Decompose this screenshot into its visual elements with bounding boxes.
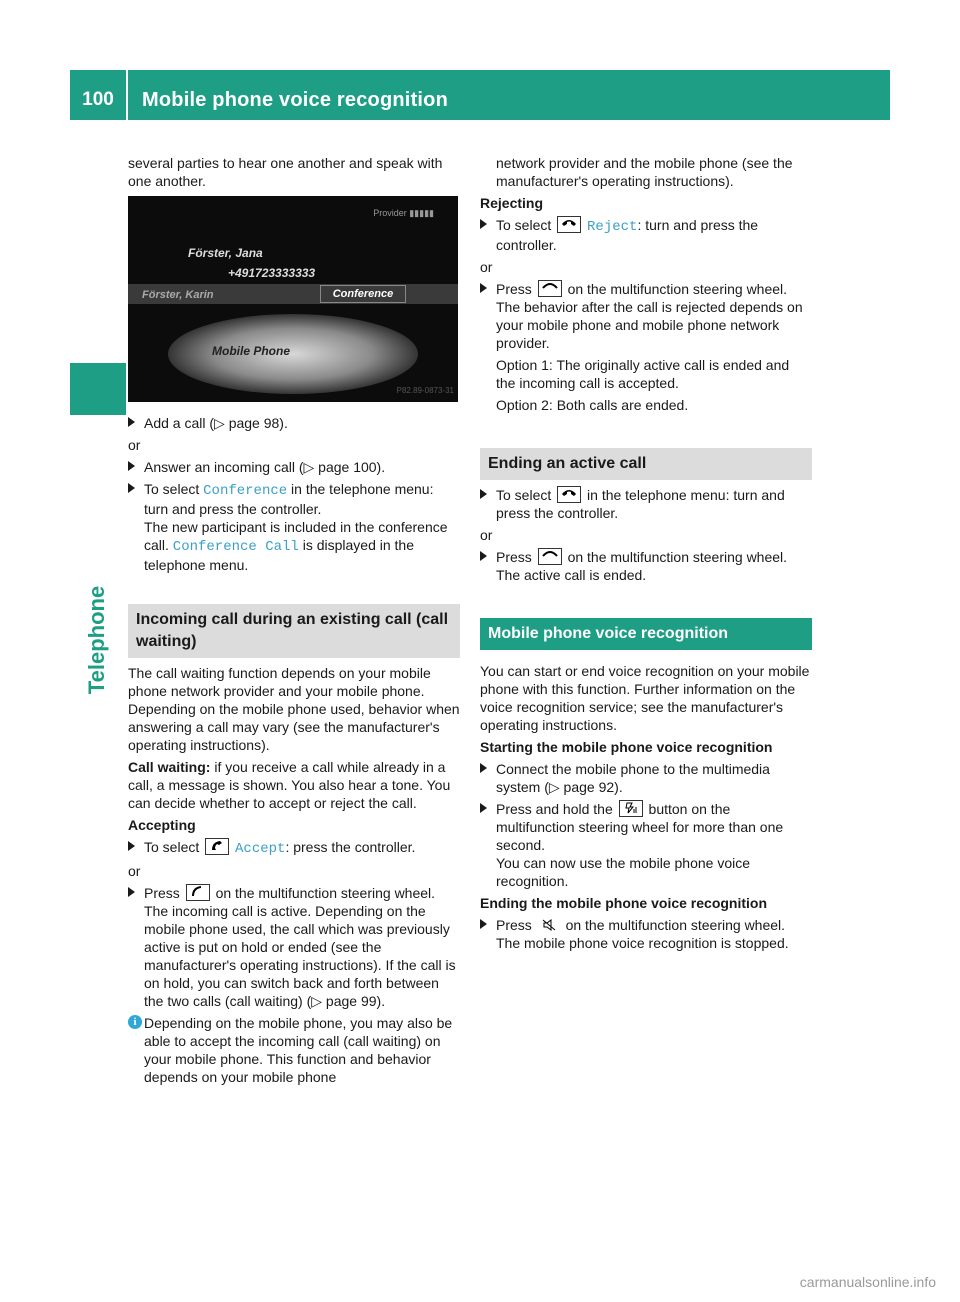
screen-caller: Förster, Jana (188, 246, 263, 260)
step-select-accept: To select Accept: press the controller. (128, 838, 460, 858)
arrow-icon (480, 283, 487, 293)
page-title: Mobile phone voice recognition (142, 89, 449, 111)
intro-text: several parties to hear one another and speak with one another. (128, 155, 443, 189)
paragraph-call-waiting-info: Call waiting: if you receive a call while already in a call, a message is shown. You also hear a tone. You can decide whether to accept or reject the call. (128, 759, 451, 811)
screen-glow (168, 314, 418, 394)
screen-status: Provider ▮▮▮▮▮ (373, 208, 434, 218)
step-add-call: Add a call (▷ page 98). (128, 414, 460, 432)
option-2-text: Option 2: Both calls are ended. (496, 397, 689, 413)
footer-watermark: carmanualsonline.info (799, 1274, 936, 1290)
step-press-end: Press on the multifunction steering wheel. The active call is ended. (480, 548, 812, 584)
arrow-icon (480, 763, 487, 773)
info-icon: i (128, 1015, 142, 1029)
step-press-hold-voice: Press and hold the button on the multifunction steering wheel for more than one second. You can now use the mobile phone voice recognition. (480, 800, 812, 890)
or-text: or (128, 437, 141, 453)
mute-icon (538, 918, 560, 933)
step-connect-phone: Connect the mobile phone to the multimedia system (▷ page 92). (480, 760, 812, 796)
arrow-icon (128, 417, 135, 427)
screen-image (128, 196, 458, 402)
step-press-reject: Press on the multifunction steering wheel. The behavior after the call is rejected depends on your mobile phone and mobile phone network provider. (480, 280, 812, 352)
right-column (480, 154, 812, 956)
info-note: i Depending on the mobile phone, you may also be able to accept the incoming call (call waiting) on your mobile phone. This function and behavior depends on your mobile phone (128, 1014, 460, 1086)
arrow-icon (480, 219, 487, 229)
or-text: or (128, 863, 141, 879)
arrow-icon (128, 887, 135, 897)
subheading-ending-voice: Ending the mobile phone voice recognition (480, 895, 768, 911)
step-press-mute: Press on the multifunction steering wheel. The mobile phone voice recognition is stopped. (480, 916, 812, 952)
code-accept: Accept (235, 841, 286, 857)
phone-hangup-icon (557, 216, 581, 233)
screen-mobile-label: Mobile Phone (212, 344, 290, 358)
subheading-starting-voice: Starting the mobile phone voice recognition (480, 739, 773, 755)
or-text: or (480, 527, 493, 543)
option-1-text: Option 1: The originally active call is ended and the incoming call is accepted. (496, 357, 790, 391)
arrow-icon (128, 483, 135, 493)
voice-button-icon (619, 800, 643, 817)
section-heading-call-waiting: Incoming call during an existing call (call waiting) (128, 604, 460, 658)
side-tab-marker (70, 363, 126, 415)
arrow-icon (480, 803, 487, 813)
phone-pickup-icon (186, 884, 210, 901)
header-divider (126, 70, 128, 120)
screen-menu-conference: Conference (320, 285, 406, 303)
arrow-icon (480, 919, 487, 929)
arrow-icon (480, 551, 487, 561)
screen-number: +491723333333 (228, 266, 316, 280)
screen-reference: P82.89-0873-31 (396, 386, 454, 395)
code-reject: Reject (587, 219, 638, 235)
step-select-end: To select in the telephone menu: turn and press the controller. (480, 486, 812, 522)
paragraph-voice-recognition: You can start or end voice recognition on your mobile phone with this function. Further information on the voice recognition service; see the manufacturer's operating instructions. (480, 663, 810, 733)
side-tab-label: Telephone (84, 585, 109, 695)
page-number: 100 (82, 89, 114, 110)
subheading-accepting: Accepting (128, 817, 196, 833)
section-heading-ending-call: Ending an active call (480, 448, 812, 480)
continued-text: network provider and the mobile phone (see the manufacturer's operating instructions). (496, 155, 793, 189)
step-select-conference: To select Conference in the telephone menu: turn and press the controller. The new participant is included in the conference call. Conference Call is displayed in the telephone menu. (128, 480, 460, 574)
step-select-reject: To select Reject: turn and press the controller. (480, 216, 812, 254)
section-heading-voice-recognition: Mobile phone voice recognition (480, 618, 812, 650)
left-column (128, 154, 460, 1086)
code-conference-call: Conference Call (172, 539, 299, 555)
phone-hangup-icon (557, 486, 581, 503)
phone-end-icon (538, 280, 562, 297)
code-conference: Conference (203, 483, 288, 499)
arrow-icon (128, 461, 135, 471)
paragraph-call-waiting: The call waiting function depends on your mobile phone network provider and your mobile phone. Depending on the mobile phone used, behavior when answering a call may vary (see the manufacturer's operating instructions). (128, 665, 460, 753)
screen-menu-left: Förster, Karin (142, 289, 214, 301)
or-text: or (480, 259, 493, 275)
arrow-icon (480, 489, 487, 499)
step-answer-call: Answer an incoming call (▷ page 100). (128, 458, 460, 476)
phone-accept-icon (205, 838, 229, 855)
subheading-rejecting: Rejecting (480, 195, 544, 211)
arrow-icon (128, 841, 135, 851)
step-press-accept: Press on the multifunction steering wheel. The incoming call is active. Depending on the mobile phone used, the call which was previously active is put on hold or ended (see the manufacturer's operating instructions). If the call is on hold, you can switch back and forth between the two calls (call waiting) (▷ page 99). (128, 884, 460, 1010)
phone-end-icon (538, 548, 562, 565)
